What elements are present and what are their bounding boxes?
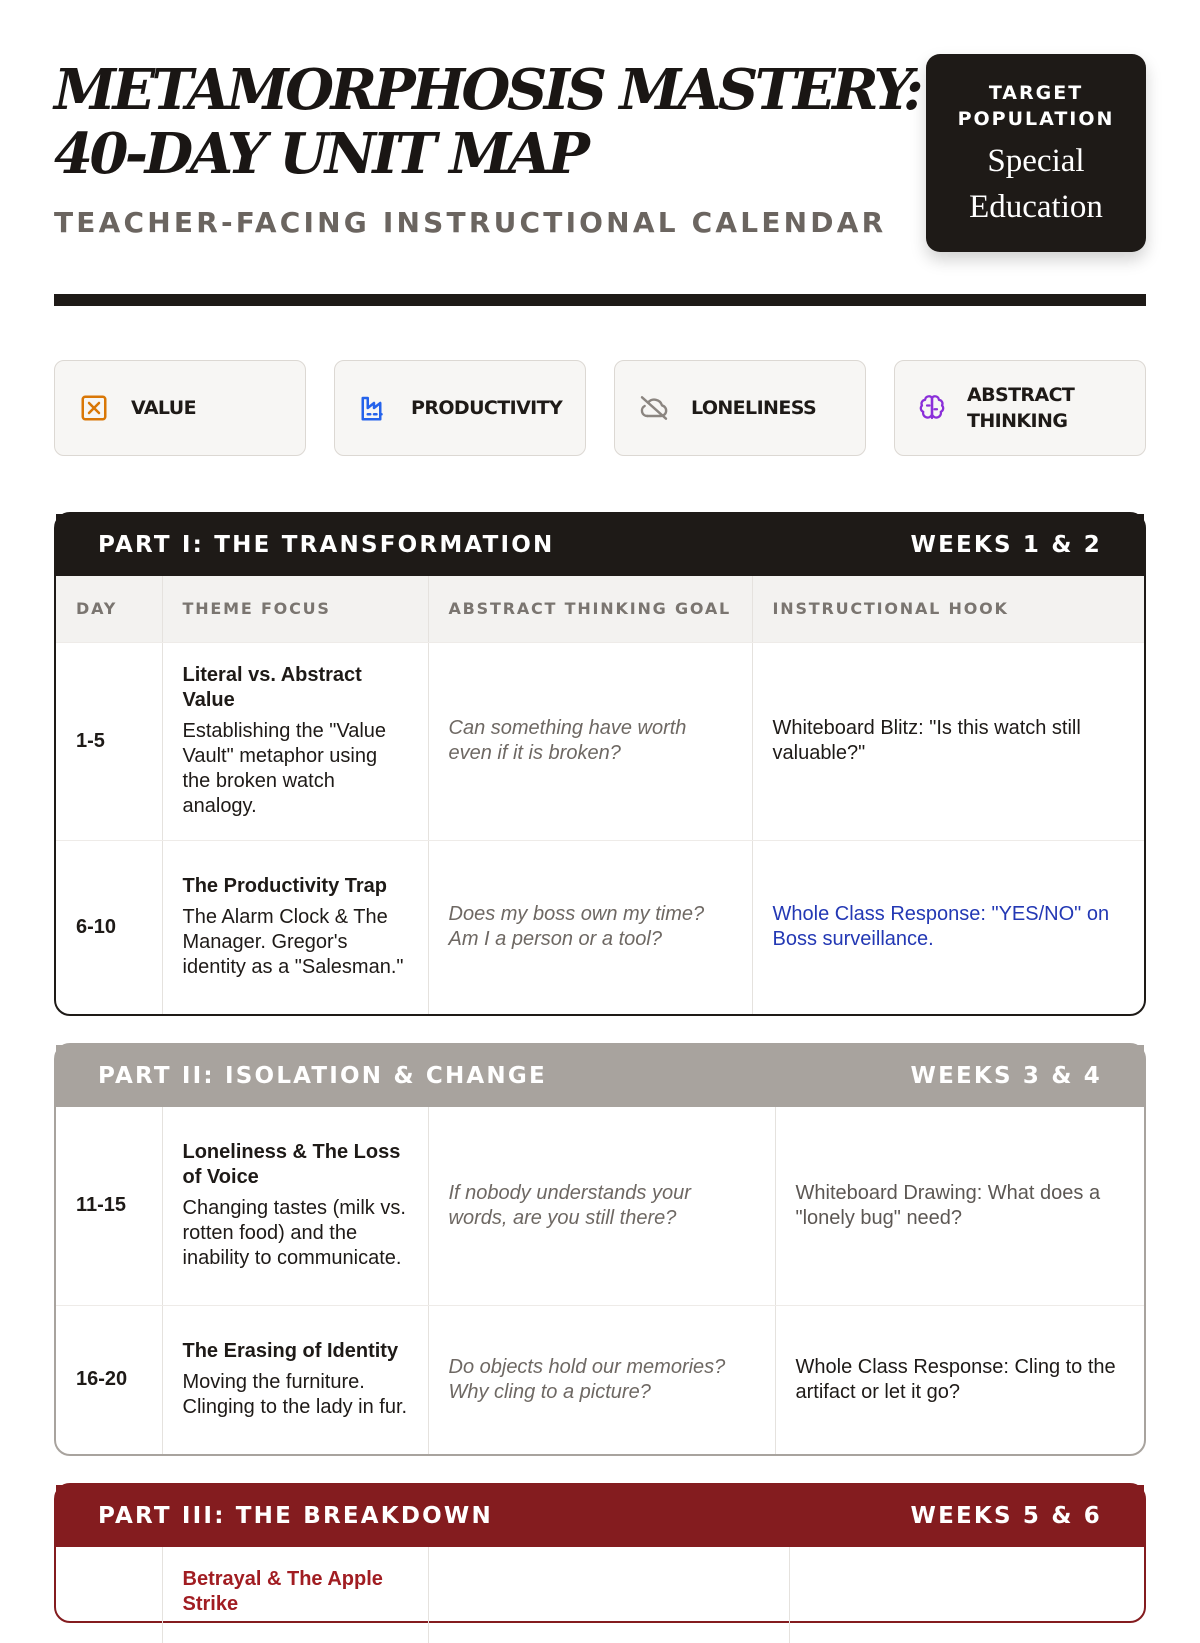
table-row [56,1305,1144,1454]
theme-label: ABSTRACT THINKING [967,384,1075,432]
factory-icon [357,391,391,425]
day-cell: 16-20 [56,1305,162,1454]
page-subtitle: TEACHER-FACING INSTRUCTIONAL CALENDAR [54,206,887,239]
theme-card-loneliness [614,360,866,456]
table-row [56,840,1144,1014]
table-row [56,1107,1144,1305]
part-weeks: WEEKS 3 & 4 [910,1063,1102,1089]
goal-cell: Does my boss own my time? Am I a person or a tool? [428,840,752,1014]
day-cell: 11-15 [56,1107,162,1305]
hook-cell: Whiteboard Blitz: "Is this watch still valuable?" [752,642,1144,840]
part-header [56,514,1144,576]
part-2-section [54,1043,1146,1456]
col-hook: INSTRUCTIONAL HOOK [752,576,1144,642]
day-cell: 6-10 [56,840,162,1014]
target-population-label: TARGET POPULATION [957,82,1115,130]
theme-title: Loneliness & The Loss of Voice [182,1141,401,1189]
part-table [56,1547,1144,1643]
part-table [56,1107,1144,1454]
page-title [54,57,921,187]
goal-cell: If nobody understands your words, are you still there? [428,1107,775,1305]
part-3-section [54,1483,1146,1623]
header-divider [54,294,1146,306]
theme-label: PRODUCTIVITY [411,397,563,419]
part-title: PART II: ISOLATION & CHANGE [98,1063,547,1089]
theme-label: LONELINESS [691,397,817,419]
part-table [56,576,1144,1014]
title-line-1: METAMORPHOSIS MASTERY: [54,57,921,123]
theme-card-abstract-thinking [894,360,1146,456]
theme-card-value [54,360,306,456]
theme-desc: Changing tastes (milk vs. rotten food) and the inability to communicate. [182,1197,406,1270]
hook-cell: Whole Class Response: "YES/NO" on Boss surveillance. [772,903,1110,951]
part-title: PART III: THE BREAKDOWN [98,1503,493,1529]
goal-cell: Do objects hold our memories? Why cling to a picture? [428,1305,775,1454]
hook-cell: Whiteboard Drawing: What does a "lonely bug" need? [775,1107,1144,1305]
hook-cell [789,1547,1144,1643]
theme-cell [162,1305,428,1454]
theme-title: Betrayal & The Apple Strike [182,1568,383,1615]
title-line-2: 40-DAY UNIT MAP [54,121,587,187]
target-population-value [926,138,1146,230]
theme-title: Literal vs. Abstract Value [182,664,362,711]
theme-title: The Erasing of Identity [182,1340,399,1363]
hook-cell: Whole Class Response: Cling to the artifact or let it go? [795,1355,1116,1403]
part-weeks: WEEKS 5 & 6 [910,1503,1102,1529]
table-row [56,1547,1144,1643]
theme-cell [162,1107,428,1305]
brain-icon [917,391,947,425]
part-header [56,1485,1144,1547]
value-icon [77,391,111,425]
theme-cell [162,840,428,1014]
target-value-line-1: Special [987,143,1085,179]
theme-cell [162,1547,428,1643]
theme-desc: Establishing the "Value Vault" metaphor using the broken watch analogy. [182,720,387,817]
col-theme: THEME FOCUS [162,576,428,642]
table-row [56,642,1144,840]
goal-cell: Can something have worth even if it is broken? [428,642,752,840]
table-header-row [56,576,1144,642]
col-day: DAY [56,576,162,642]
theme-title: The Productivity Trap [182,875,387,898]
part-weeks: WEEKS 1 & 2 [910,532,1102,558]
theme-desc: The Alarm Clock & The Manager. Gregor's identity as a "Salesman." [182,906,404,979]
part-title: PART I: THE TRANSFORMATION [98,532,555,558]
day-cell: 1-5 [56,642,162,840]
goal-cell [428,1547,789,1643]
target-value-line-2: Education [969,189,1103,225]
col-goal: ABSTRACT THINKING GOAL [428,576,752,642]
theme-card-productivity [334,360,586,456]
cloud-off-icon [637,391,671,425]
part-1-section [54,512,1146,1016]
theme-label: VALUE [131,397,196,419]
theme-cell [162,642,428,840]
part-header [56,1045,1144,1107]
theme-desc: Moving the furniture. Clinging to the lady in fur. [182,1371,408,1419]
theme-legend [54,360,1146,456]
day-cell [56,1547,162,1643]
target-population-card [926,54,1146,252]
